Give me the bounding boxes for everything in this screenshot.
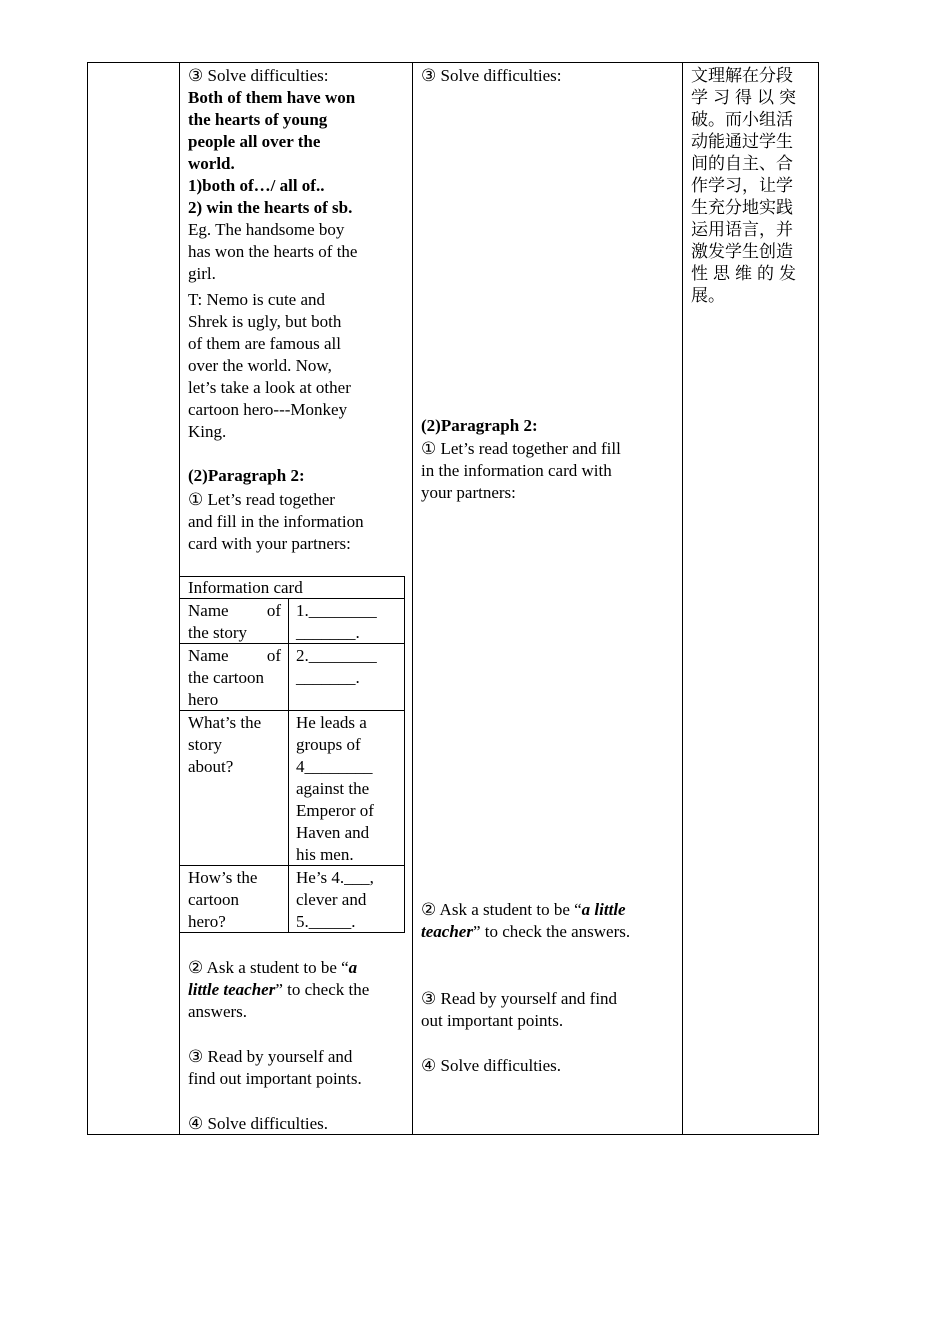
card-label bbox=[188, 600, 281, 622]
card-border bbox=[180, 865, 405, 866]
card-label bbox=[188, 645, 281, 667]
little-teacher-line bbox=[421, 899, 626, 921]
solve-difficulties-line: ④ Solve difficulties. bbox=[188, 1114, 329, 1133]
read-together-line: and fill in the information bbox=[188, 512, 364, 531]
text-span: Eg. The handsome boy bbox=[188, 220, 345, 239]
design-intent-line: 学习得以突 bbox=[691, 88, 801, 108]
design-intent-line: 性思维的发 bbox=[691, 264, 801, 284]
design-intent-line: 作学习，让学 bbox=[691, 176, 793, 196]
design-intent-line: 运用语言，并 bbox=[691, 220, 793, 240]
teacher-talk-line: Shrek is ugly, but both bbox=[188, 312, 342, 331]
card-label: hero? bbox=[188, 912, 226, 931]
text-span: ” to check the bbox=[275, 980, 370, 999]
text-span: of bbox=[266, 646, 281, 665]
example-line bbox=[188, 219, 404, 241]
paragraph-2-heading: (2)Paragraph 2: bbox=[188, 466, 305, 485]
card-label: hero bbox=[188, 690, 219, 709]
little-teacher-line: answers. bbox=[188, 1002, 248, 1021]
read-yourself-line: out important points. bbox=[421, 1011, 564, 1030]
text-span: ② Ask a student to be “ bbox=[188, 958, 349, 977]
card-label: the story bbox=[188, 623, 248, 642]
design-intent-line: 文理解在分段 bbox=[691, 66, 793, 86]
text-span: Name bbox=[188, 601, 229, 620]
card-value: clever and bbox=[296, 890, 367, 909]
text-span: the hearts of young bbox=[188, 110, 328, 129]
card-border bbox=[404, 576, 405, 933]
read-together-line: ① Let’s read together bbox=[188, 490, 335, 509]
card-value: Emperor of bbox=[296, 801, 374, 820]
text-span: people all over the bbox=[188, 132, 321, 151]
card-value: _______. bbox=[296, 623, 360, 642]
design-intent-line: 生充分地实践 bbox=[691, 198, 793, 218]
read-together-line: card with your partners: bbox=[188, 534, 351, 553]
card-value: He leads a bbox=[296, 713, 367, 732]
little-teacher-line bbox=[188, 979, 369, 1001]
teacher-talk-line: King. bbox=[188, 422, 227, 441]
card-border bbox=[288, 598, 289, 933]
card-header: Information card bbox=[188, 578, 303, 597]
table-left-border bbox=[87, 62, 88, 1135]
card-label: story bbox=[188, 735, 222, 754]
card-value: _______. bbox=[296, 668, 360, 687]
table-right-border bbox=[818, 62, 819, 1135]
card-value: 1.________ bbox=[296, 601, 377, 620]
card-value: 2.________ bbox=[296, 646, 377, 665]
card-value: groups of bbox=[296, 735, 361, 754]
card-value: 5._____. bbox=[296, 912, 356, 931]
table-top-border bbox=[87, 62, 819, 63]
design-intent-line: 动能通过学生 bbox=[691, 132, 793, 152]
card-value: He’s 4.___, bbox=[296, 868, 374, 887]
card-label: cartoon bbox=[188, 890, 239, 909]
card-label: about? bbox=[188, 757, 234, 776]
design-intent-line: 激发学生创造 bbox=[691, 242, 793, 262]
card-value: against the bbox=[296, 779, 370, 798]
card-label: the cartoon bbox=[188, 668, 264, 687]
solve-difficulties-line: ④ Solve difficulties. bbox=[421, 1056, 562, 1075]
read-yourself-line: ③ Read by yourself and bbox=[188, 1047, 353, 1066]
teacher-talk-line: let’s take a look at other bbox=[188, 378, 351, 397]
teacher-talk-line: T: Nemo is cute and bbox=[188, 290, 326, 309]
little-teacher-line bbox=[188, 957, 357, 979]
text-span: a bbox=[348, 958, 358, 977]
text-span: a little bbox=[581, 900, 626, 919]
text-span: ” to check the answers. bbox=[472, 922, 631, 941]
key-sentence-line bbox=[188, 109, 404, 131]
language-point-1: 1)both of…/ all of.. bbox=[188, 176, 325, 195]
card-value: 4________ bbox=[296, 757, 373, 776]
key-sentence-line bbox=[188, 87, 404, 109]
teacher-talk-line: cartoon hero---Monkey bbox=[188, 400, 348, 419]
text-span: Name bbox=[188, 646, 229, 665]
card-value: Haven and bbox=[296, 823, 370, 842]
little-teacher-line bbox=[421, 921, 630, 943]
design-intent-line: 展。 bbox=[691, 286, 725, 306]
card-value: his men. bbox=[296, 845, 354, 864]
read-yourself-line: find out important points. bbox=[188, 1069, 362, 1088]
read-together-line: in the information card with bbox=[421, 461, 612, 480]
solve-difficulties-heading: ③ Solve difficulties: bbox=[421, 66, 562, 85]
solve-difficulties-heading: ③ Solve difficulties: bbox=[188, 66, 329, 85]
read-yourself-line: ③ Read by yourself and find bbox=[421, 989, 618, 1008]
design-intent-line: 间的自主、合 bbox=[691, 154, 793, 174]
card-label: What’s the bbox=[188, 713, 262, 732]
column-divider-2 bbox=[412, 62, 413, 1135]
read-together-line: ① Let’s read together and fill bbox=[421, 439, 621, 458]
text-span: ② Ask a student to be “ bbox=[421, 900, 582, 919]
card-label: How’s the bbox=[188, 868, 258, 887]
example-line: girl. bbox=[188, 264, 216, 283]
text-span: little teacher bbox=[188, 980, 276, 999]
read-together-line: your partners: bbox=[421, 483, 516, 502]
teacher-talk-line: of them are famous all bbox=[188, 334, 341, 353]
key-sentence-line: world. bbox=[188, 154, 235, 173]
text-span: of bbox=[266, 601, 281, 620]
text-span: teacher bbox=[421, 922, 473, 941]
paragraph-2-heading: (2)Paragraph 2: bbox=[421, 416, 538, 435]
column-divider-3 bbox=[682, 62, 683, 1135]
text-span: Both of them have won bbox=[188, 88, 356, 107]
teacher-talk-line: over the world. Now, bbox=[188, 356, 332, 375]
language-point-2: 2) win the hearts of sb. bbox=[188, 198, 353, 217]
key-sentence-line bbox=[188, 131, 404, 153]
design-intent-line: 破。而小组活 bbox=[691, 110, 793, 130]
example-line: has won the hearts of the bbox=[188, 242, 358, 261]
